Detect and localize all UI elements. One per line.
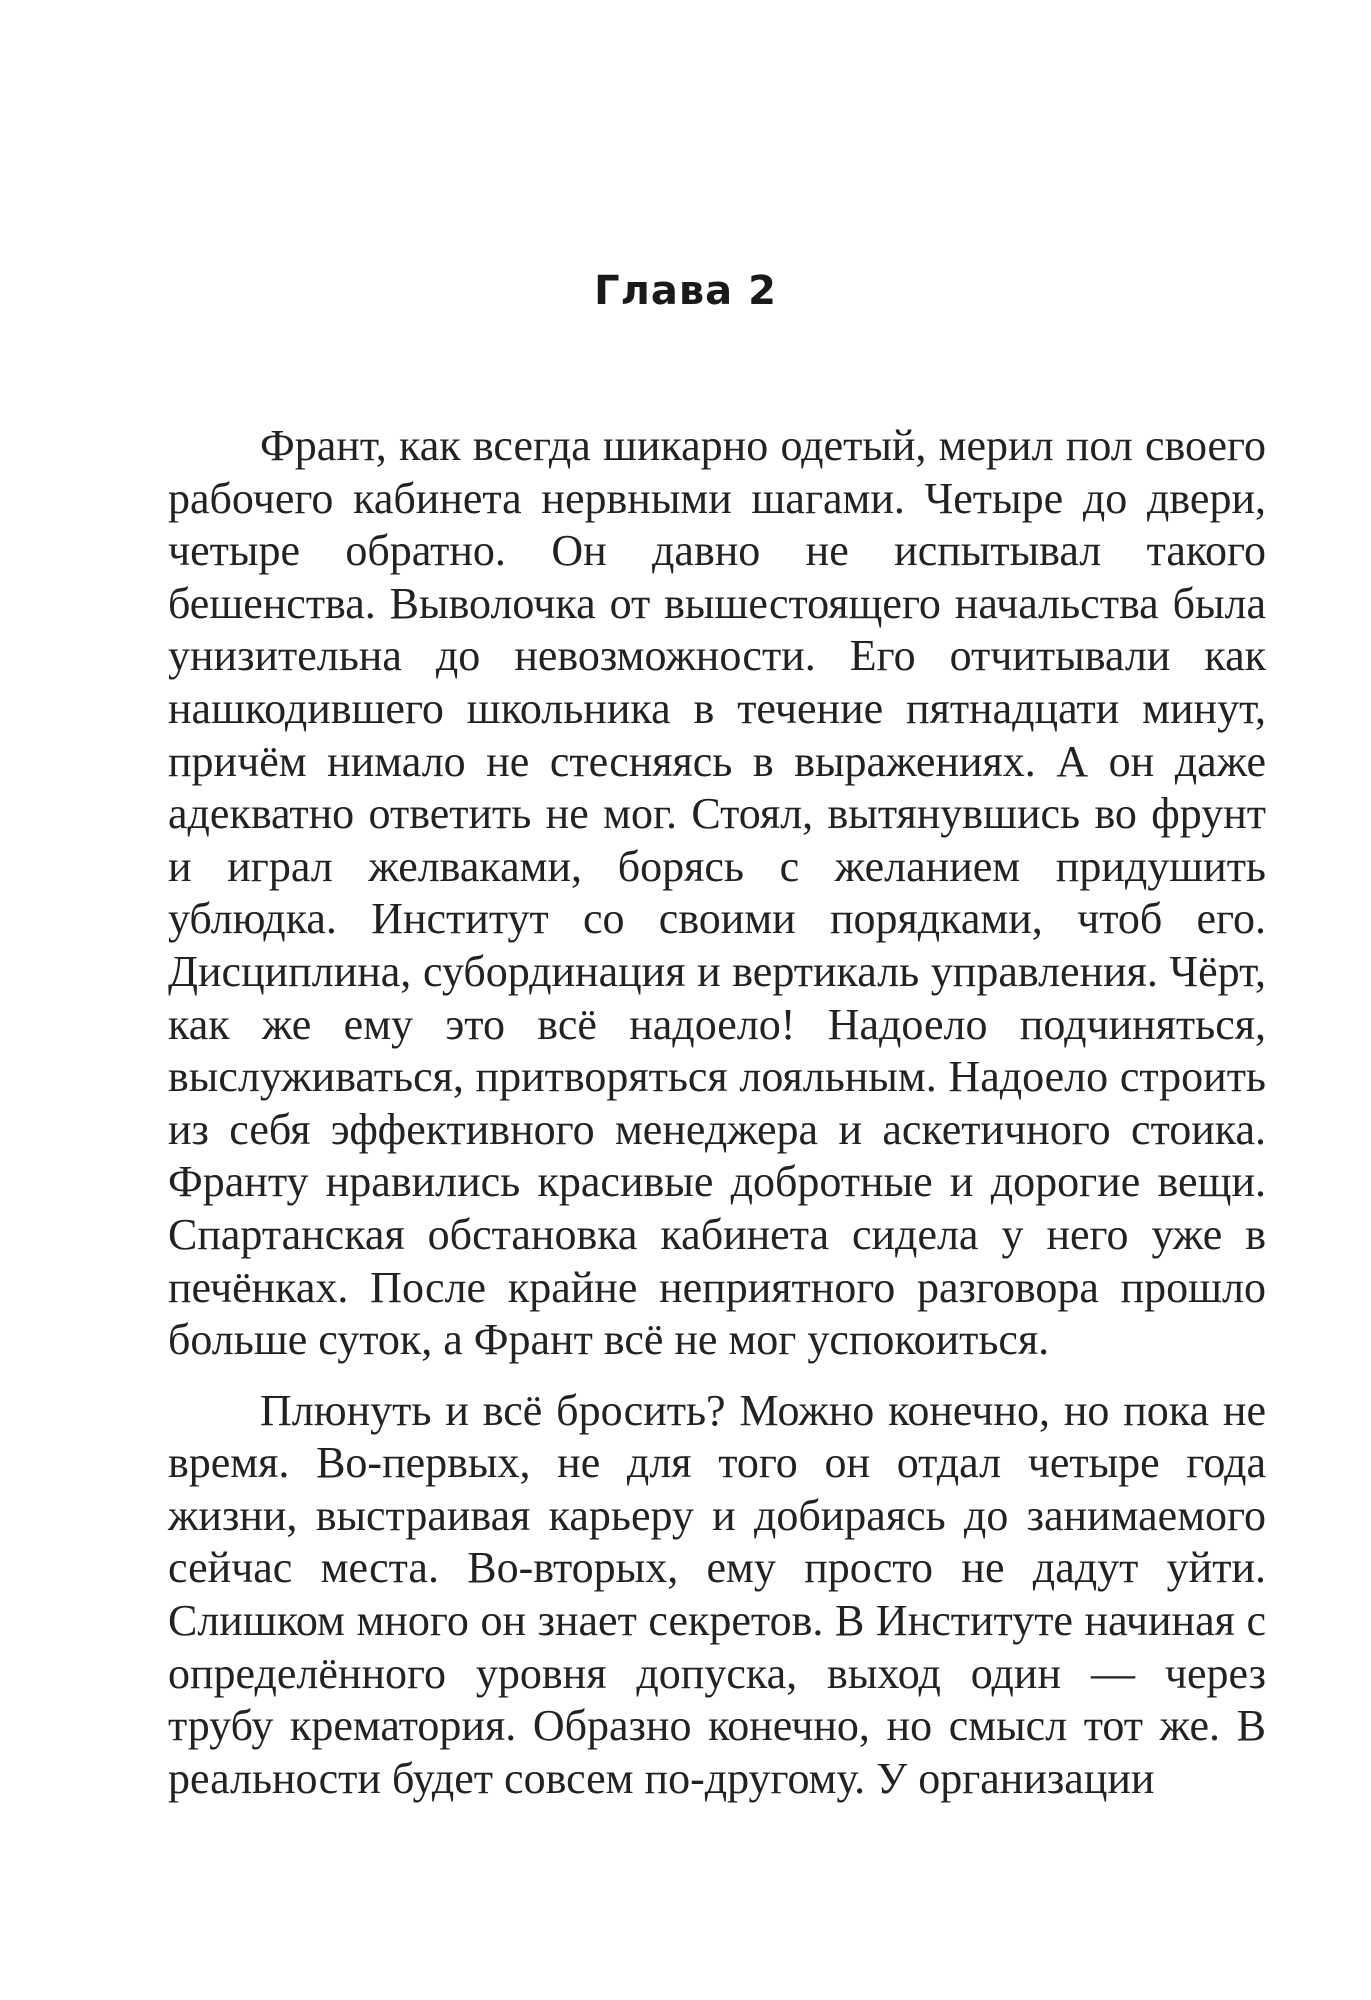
chapter-title: Глава 2 [594,268,777,314]
chapter-text [168,420,1266,1823]
paragraph-2: Плюнуть и всё бросить? Можно конечно, но пока не время. Во-первых, не для того он отдал четыре года жизни, выстраивая карьеру и добираясь до занимаемого сейчас места. Во-вторых, ему просто не дадут уйти. Слишком много он знает секретов. В Институте начиная с определённого уровня допуска, выход один — через трубу крематория. Образно конечно, но смысл тот же. В реальности будет совсем по-другому. У организации [168,1385,1266,1803]
paragraph-1: Франт, как всегда шикарно одетый, мерил пол своего рабочего кабинета нервными шагами. Четыре до двери, четыре обратно. Он давно не испытывал такого бешенства. Выволочка от вышестоящего начальства была унизительна до невозможности. Его отчитывали как нашкодившего школьника в течение пятнадцати минут, причём нимало не стесняясь в выражениях. А он даже адекватно ответить не мог. Стоял, вытянувшись во фрунт и играл желваками, борясь с желанием придушить ублюдка. Институт со своими порядками, чтоб его. Дисциплина, субординация и вертикаль управления. Чёрт, как же ему это всё надоело! Надоело подчиняться, выслуживаться, притворяться лояльным. Надоело строить из себя эффективного менеджера и аскетичного стоика. Франту нравились красивые добротные и дорогие вещи. Спартанская обстановка кабинета сидела у него уже в печёнках. После крайне неприятного разговора прошло больше суток, а Франт всё не мог успокоиться. [168,421,1266,1365]
